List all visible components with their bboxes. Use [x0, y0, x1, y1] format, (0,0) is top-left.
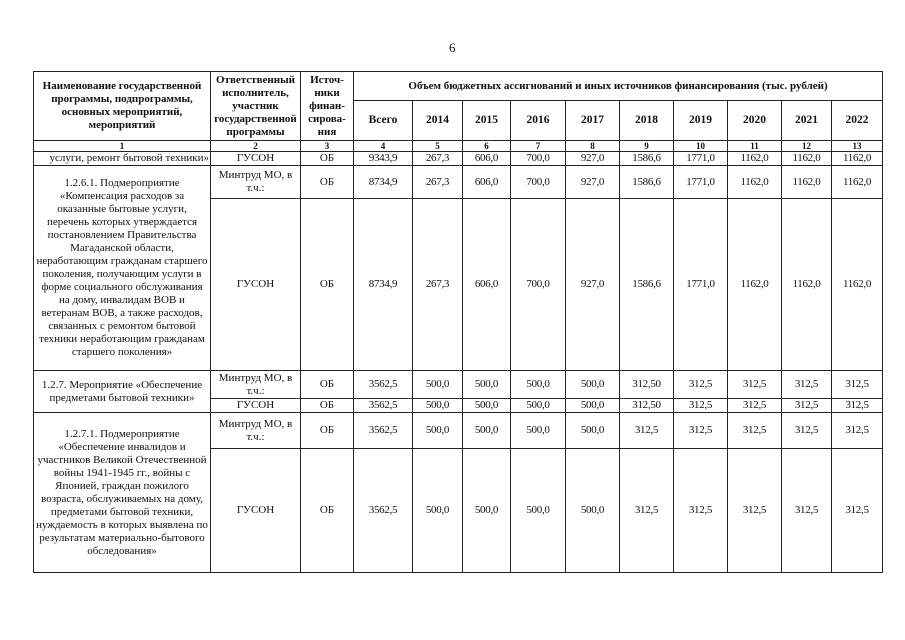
value-cell: 500,0	[463, 413, 511, 449]
value-cell: 312,5	[728, 413, 782, 449]
table-row	[34, 371, 883, 399]
value-cell: 1162,0	[832, 199, 883, 371]
value-cell: 500,0	[566, 413, 620, 449]
column-number: 12	[782, 141, 832, 152]
header-executor: Ответственный исполнитель, участник государственной программы	[211, 72, 301, 141]
column-number: 13	[832, 141, 883, 152]
executor-cell: ГУСОН	[211, 152, 301, 166]
value-cell: 312,5	[782, 371, 832, 399]
value-cell: 606,0	[463, 166, 511, 199]
budget-table	[33, 71, 883, 573]
value-cell: 312,5	[620, 449, 674, 573]
header-source: Источ-ники финан-сирова-ния	[301, 72, 354, 141]
column-number: 6	[463, 141, 511, 152]
value-cell: 312,5	[782, 413, 832, 449]
value-cell: 312,50	[620, 399, 674, 413]
value-cell: 500,0	[463, 371, 511, 399]
value-cell: 927,0	[566, 152, 620, 166]
column-number: 3	[301, 141, 354, 152]
executor-cell: Минтруд МО, в т.ч.:	[211, 413, 301, 449]
column-number: 4	[354, 141, 413, 152]
value-cell: 500,0	[511, 399, 566, 413]
value-cell: 312,5	[782, 399, 832, 413]
header-year: 2020	[728, 101, 782, 141]
header-volume: Объем бюджетных ассигнований и иных источников финансирования (тыс. рублей)	[354, 72, 883, 101]
source-cell: ОБ	[301, 399, 354, 413]
header-year: 2018	[620, 101, 674, 141]
value-cell: 927,0	[566, 199, 620, 371]
value-cell: 267,3	[413, 199, 463, 371]
value-cell: 500,0	[566, 371, 620, 399]
value-cell: 500,0	[511, 413, 566, 449]
value-cell: 1771,0	[674, 199, 728, 371]
header-name: Наименование государственной программы, подпрограммы, основных мероприятий, мероприятий	[34, 72, 211, 141]
value-cell: 500,0	[566, 399, 620, 413]
value-cell: 606,0	[463, 199, 511, 371]
value-cell: 312,5	[728, 449, 782, 573]
value-cell: 312,5	[782, 449, 832, 573]
value-cell: 1771,0	[674, 166, 728, 199]
row-name: услуги, ремонт бытовой техники»	[34, 152, 211, 166]
source-cell: ОБ	[301, 449, 354, 573]
header-year: 2022	[832, 101, 883, 141]
value-cell: 3562,5	[354, 371, 413, 399]
value-cell: 8734,9	[354, 199, 413, 371]
source-cell: ОБ	[301, 166, 354, 199]
table-row	[34, 152, 883, 166]
value-cell: 312,50	[620, 371, 674, 399]
value-cell: 312,5	[832, 449, 883, 573]
value-cell: 500,0	[413, 399, 463, 413]
value-cell: 1162,0	[728, 152, 782, 166]
value-cell: 1162,0	[728, 166, 782, 199]
executor-cell: Минтруд МО, в т.ч.:	[211, 371, 301, 399]
value-cell: 312,5	[832, 413, 883, 449]
executor-cell: ГУСОН	[211, 449, 301, 573]
value-cell: 1162,0	[782, 166, 832, 199]
column-number: 8	[566, 141, 620, 152]
value-cell: 1586,6	[620, 152, 674, 166]
column-number: 10	[674, 141, 728, 152]
value-cell: 500,0	[413, 371, 463, 399]
column-number: 2	[211, 141, 301, 152]
value-cell: 312,5	[620, 413, 674, 449]
header-year: 2015	[463, 101, 511, 141]
value-cell: 500,0	[511, 371, 566, 399]
value-cell: 1162,0	[832, 166, 883, 199]
executor-cell: ГУСОН	[211, 399, 301, 413]
value-cell: 312,5	[674, 413, 728, 449]
value-cell: 500,0	[463, 399, 511, 413]
value-cell: 1771,0	[674, 152, 728, 166]
value-cell: 500,0	[566, 449, 620, 573]
value-cell: 1162,0	[782, 152, 832, 166]
value-cell: 3562,5	[354, 399, 413, 413]
value-cell: 312,5	[674, 399, 728, 413]
header-year: 2016	[511, 101, 566, 141]
value-cell: 1162,0	[728, 199, 782, 371]
header-year: 2017	[566, 101, 620, 141]
value-cell: 312,5	[674, 449, 728, 573]
value-cell: 267,3	[413, 152, 463, 166]
executor-cell: ГУСОН	[211, 199, 301, 371]
row-name: 1.2.6.1. Подмероприятие «Компенсация расходов за оказанные бытовые услуги, перечень которых утверждается постановлением Правительства Магаданской области, неработающим гражданам старшего поколения, получающим услуги в форме социального обслуживания на дому, инвалидам ВОВ и ветеранам ВОВ, а также расходов, связанных с ремонтом бытовой техники неработающим гражданам старшего поколения»	[34, 166, 211, 371]
value-cell: 3562,5	[354, 449, 413, 573]
source-cell: ОБ	[301, 371, 354, 399]
row-name: 1.2.7.1. Подмероприятие «Обеспечение инвалидов и участников Великой Отечественной войны 1941-1945 гг., войны с Японией, граждан пожилого возраста, обслуживаемых на дому, предметами бытовой техники, нуждаемость в которых выявлена по результатам материально-бытового обследования»	[34, 413, 211, 573]
value-cell: 312,5	[832, 371, 883, 399]
column-number: 7	[511, 141, 566, 152]
value-cell: 1586,6	[620, 166, 674, 199]
column-number: 9	[620, 141, 674, 152]
header-year: 2014	[413, 101, 463, 141]
value-cell: 500,0	[413, 413, 463, 449]
value-cell: 700,0	[511, 199, 566, 371]
value-cell: 1162,0	[782, 199, 832, 371]
page-number: 6	[449, 40, 456, 55]
table-row	[34, 413, 883, 449]
column-number: 11	[728, 141, 782, 152]
value-cell: 267,3	[413, 166, 463, 199]
column-number: 1	[34, 141, 211, 152]
source-cell: ОБ	[301, 413, 354, 449]
value-cell: 9343,9	[354, 152, 413, 166]
column-number-row	[34, 141, 883, 152]
value-cell: 500,0	[463, 449, 511, 573]
value-cell: 3562,5	[354, 413, 413, 449]
header-year: 2021	[782, 101, 832, 141]
value-cell: 500,0	[413, 449, 463, 573]
value-cell: 1586,6	[620, 199, 674, 371]
table-row	[34, 166, 883, 199]
value-cell: 700,0	[511, 166, 566, 199]
value-cell: 606,0	[463, 152, 511, 166]
value-cell: 312,5	[728, 399, 782, 413]
value-cell: 500,0	[511, 449, 566, 573]
value-cell: 927,0	[566, 166, 620, 199]
header-year: 2019	[674, 101, 728, 141]
source-cell: ОБ	[301, 152, 354, 166]
value-cell: 312,5	[832, 399, 883, 413]
value-cell: 312,5	[674, 371, 728, 399]
value-cell: 8734,9	[354, 166, 413, 199]
value-cell: 1162,0	[832, 152, 883, 166]
value-cell: 700,0	[511, 152, 566, 166]
source-cell: ОБ	[301, 199, 354, 371]
executor-cell: Минтруд МО, в т.ч.:	[211, 166, 301, 199]
header-total: Всего	[354, 101, 413, 141]
column-number: 5	[413, 141, 463, 152]
row-name: 1.2.7. Мероприятие «Обеспечение предметами бытовой техники»	[34, 371, 211, 413]
value-cell: 312,5	[728, 371, 782, 399]
